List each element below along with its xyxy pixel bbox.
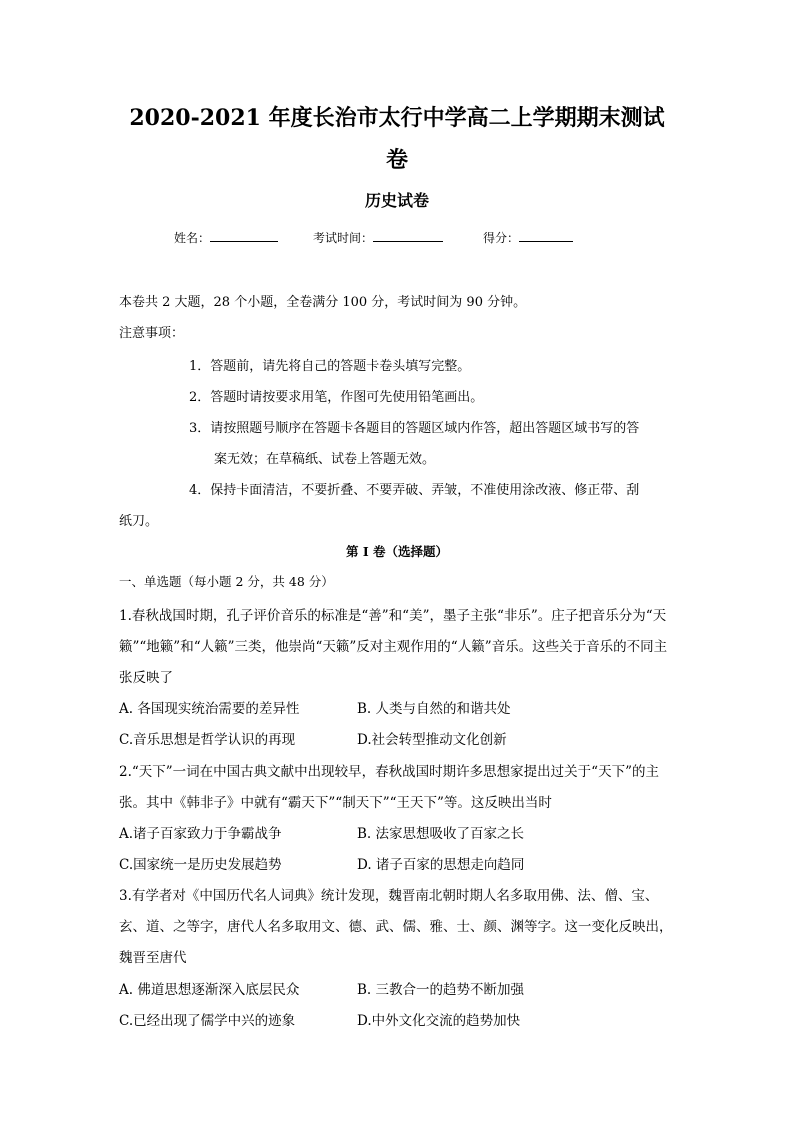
note-item-4: 4．保持卡面清洁，不要折叠、不要弄破、弄皱，不准使用涂改液、修正带、刮 bbox=[189, 483, 640, 498]
notes-title: 注意事项： bbox=[119, 326, 185, 341]
score-field bbox=[483, 229, 573, 246]
question-3-line-2: 玄、道、之等字，唐代人名多取用文、德、武、儒、雅、士、颜、渊等字。这一变化反映出， bbox=[119, 919, 673, 935]
note-item-1: 1．答题前，请先将自己的答题卡卷头填写完整。 bbox=[189, 359, 471, 374]
part-title: 一、单选题（每小题 2 分，共 48 分） bbox=[119, 574, 334, 589]
question-1-option-a: A. 各国现实统治需要的差异性 bbox=[119, 701, 300, 717]
exam-title-line1: 2020-2021 年度长治市太行中学高二上学期期末测试 bbox=[129, 105, 665, 131]
section-title: 第 I 卷（选择题） bbox=[345, 544, 449, 559]
question-1-option-c: C.音乐思想是哲学认识的再现 bbox=[119, 732, 296, 748]
question-2-option-d: D. 诸子百家的思想走向趋同 bbox=[357, 857, 525, 873]
exam-subtitle: 历史试卷 bbox=[364, 191, 429, 210]
question-2-option-a: A.诸子百家致力于争霸战争 bbox=[119, 826, 282, 842]
question-3-option-b: B. 三教合一的趋势不断加强 bbox=[357, 982, 525, 998]
name-field bbox=[174, 229, 278, 246]
question-2-line-2: 张。其中《韩非子》中就有“霸天下”“制天下”“王天下”等。这反映出当时 bbox=[119, 795, 552, 811]
name-blank bbox=[210, 229, 278, 242]
exam-summary: 本卷共 2 大题，28 个小题，全卷满分 100 分，考试时间为 90 分钟。 bbox=[119, 295, 527, 310]
exam-title-line2: 卷 bbox=[385, 147, 408, 173]
name-label: 姓名： bbox=[174, 231, 211, 245]
question-2-line-1: 2.“天下”一词在中国古典文献中出现较早，春秋战国时期许多思想家提出过关于“天下”的主 bbox=[119, 764, 659, 780]
note-item-3: 3．请按照题号顺序在答题卡各题目的答题区域内作答，超出答题区域书写的答 bbox=[189, 421, 640, 436]
note-item-3-cont: 案无效；在草稿纸、试卷上答题无效。 bbox=[214, 452, 436, 467]
time-blank bbox=[373, 229, 443, 242]
score-label: 得分： bbox=[483, 231, 520, 245]
question-1-line-2: 籁”“地籁”和“人籁”三类，他崇尚“天籁”反对主观作用的“人籁”音乐。这些关于音乐的不同主 bbox=[119, 639, 668, 655]
note-item-4-cont: 纸刀。 bbox=[119, 514, 159, 529]
question-1-line-1: 1.春秋战国时期，孔子评价音乐的标准是“善”和“美”，墨子主张“非乐”。庄子把音乐分为“天 bbox=[119, 608, 667, 624]
question-2-option-b: B. 法家思想吸收了百家之长 bbox=[357, 826, 525, 842]
question-3-line-1: 3.有学者对《中国历代名人词典》统计发现，魏晋南北朝时期人名多取用佛、法、僧、宝、 bbox=[119, 888, 659, 904]
question-1-option-b: B. 人类与自然的和谐共处 bbox=[357, 701, 511, 717]
question-3-option-d: D.中外文化交流的趋势加快 bbox=[357, 1013, 521, 1029]
time-label: 考试时间： bbox=[313, 231, 374, 245]
question-2-option-c: C.国家统一是历史发展趋势 bbox=[119, 857, 282, 873]
note-item-2: 2．答题时请按要求用笔，作图可先使用铅笔画出。 bbox=[189, 390, 484, 405]
question-3-option-c: C.已经出现了儒学中兴的迹象 bbox=[119, 1013, 296, 1029]
score-blank bbox=[519, 229, 573, 242]
time-field bbox=[313, 229, 443, 246]
question-3-line-3: 魏晋至唐代 bbox=[119, 950, 187, 966]
question-3-option-a: A. 佛道思想逐渐深入底层民众 bbox=[119, 982, 300, 998]
question-1-line-3: 张反映了 bbox=[119, 670, 173, 686]
question-1-option-d: D.社会转型推动文化创新 bbox=[357, 732, 507, 748]
